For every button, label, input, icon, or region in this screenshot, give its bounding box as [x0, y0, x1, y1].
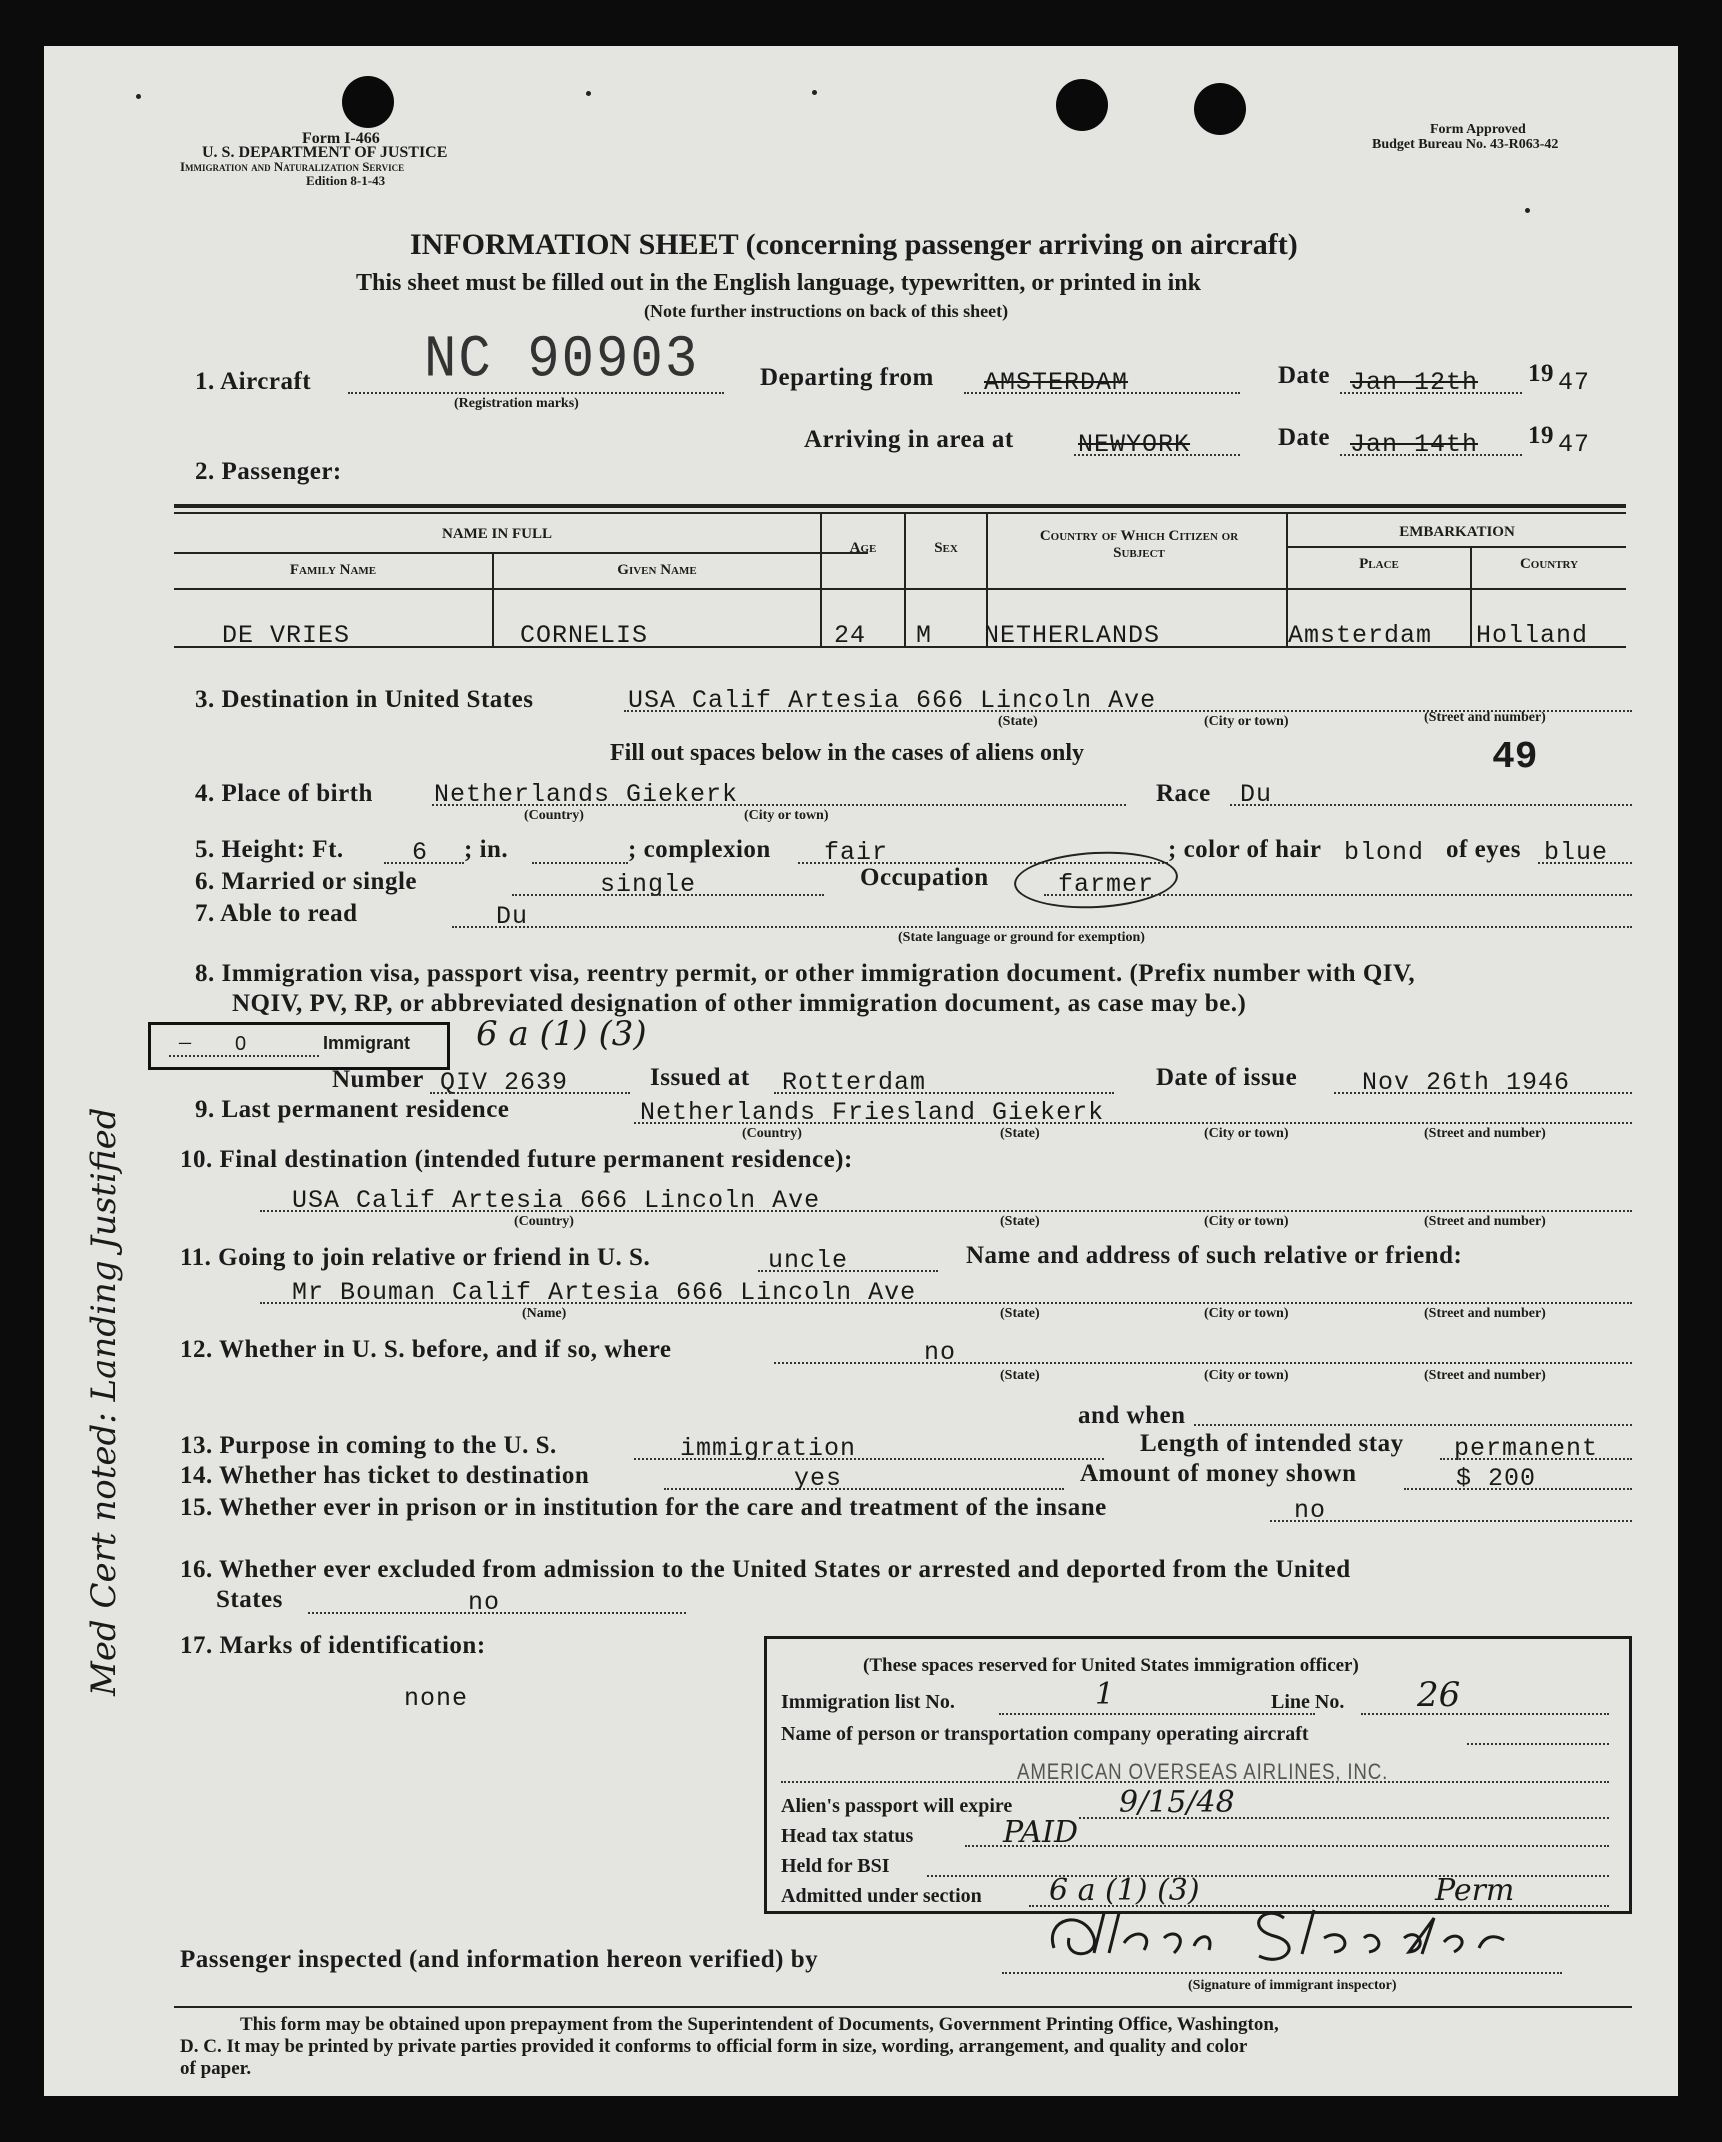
residence-line — [634, 1122, 1632, 1124]
eyes-value: blue — [1544, 838, 1609, 867]
residence-label: 9. Last permanent residence — [195, 1096, 510, 1123]
passport-expiry-line — [1079, 1817, 1609, 1819]
prison-value: no — [1294, 1496, 1327, 1525]
excluded-line — [308, 1612, 686, 1614]
head-tax-label: Head tax status — [781, 1825, 914, 1847]
caption-city: (City or town) — [1204, 714, 1289, 729]
birthplace-line — [432, 804, 1126, 806]
caption-state: (State) — [1000, 1126, 1040, 1141]
header-embarkation-country: Country — [1519, 556, 1579, 572]
caption-country: (Country) — [514, 1214, 574, 1229]
issued-line — [774, 1092, 1114, 1094]
departing-value: AMSTERDAM — [984, 368, 1129, 397]
caption-street: (Street and number) — [1424, 1306, 1546, 1321]
money-label: Amount of money shown — [1080, 1460, 1357, 1487]
occupation-circle — [1013, 848, 1180, 913]
speck — [586, 91, 591, 96]
bsi-label: Held for BSI — [781, 1855, 890, 1877]
issue-date-line — [1334, 1092, 1632, 1094]
line-no-value: 26 — [1417, 1675, 1461, 1715]
departure-date-label: Date — [1278, 362, 1330, 389]
cell-country: NETHERLANDS — [984, 621, 1161, 650]
departure-date-line — [1340, 392, 1522, 394]
cell-place: Amsterdam — [1288, 621, 1433, 650]
list-no-line — [999, 1713, 1315, 1715]
issued-label: Issued at — [650, 1064, 750, 1091]
visa-number-label: Number — [332, 1066, 424, 1093]
caption-state: (State) — [1000, 1368, 1040, 1383]
purpose-label: 13. Purpose in coming to the U. S. — [180, 1432, 557, 1459]
stamp-immigrant: Immigrant — [323, 1033, 411, 1053]
immigrant-stamp — [148, 1022, 450, 1070]
table-rule — [174, 504, 1626, 508]
footer-line-1: This form may be obtained upon prepayment from the Superintendent of Documents, Government Printing Office, Washington, — [240, 2014, 1279, 2035]
visa-label: 8. Immigration visa, passport visa, reentry permit, or other immigration document. (Prefix number with QIV, — [195, 960, 1416, 987]
excluded-label: 16. Whether ever excluded from admission to the United States or arrested and deported from the United — [180, 1556, 1351, 1583]
header-name-in-full: NAME IN FULL — [441, 526, 552, 542]
company-value: AMERICAN OVERSEAS AIRLINES, INC. — [1017, 1759, 1389, 1784]
prison-label: 15. Whether ever in prison or in institution for the care and treatment of the insane — [180, 1494, 1107, 1521]
table-rule — [1286, 546, 1626, 548]
form-note: (Note further instructions on back of this sheet) — [644, 301, 1009, 321]
join-relative-label: 11. Going to join relative or friend in U. S. — [180, 1244, 651, 1271]
visa-number: QIV 2639 — [440, 1068, 569, 1097]
passport-expiry-label: Alien's passport will expire — [781, 1795, 1013, 1817]
stay-value: permanent — [1454, 1434, 1599, 1463]
passenger-label: 2. Passenger: — [195, 458, 342, 485]
birthplace-value: Netherlands Giekerk — [434, 780, 739, 809]
height-feet: 6 — [412, 838, 429, 867]
company-label: Name of person or transportation company operating aircraft — [781, 1723, 1309, 1745]
footer-rule — [174, 2006, 1632, 2008]
form-title: INFORMATION SHEET (concerning passenger arriving on aircraft) — [410, 228, 1298, 261]
ticket-label: 14. Whether has ticket to destination — [180, 1462, 590, 1489]
aliens-heading: Fill out spaces below in the cases of aliens only — [610, 740, 1085, 766]
header-age: Age — [849, 540, 877, 556]
caption-city: (City or town) — [1204, 1368, 1289, 1383]
height-feet-line — [384, 862, 464, 864]
prison-line — [1270, 1520, 1632, 1522]
caption-street: (Street and number) — [1424, 1126, 1546, 1141]
form-subtitle: This sheet must be filled out in the English language, typewritten, or printed in ink — [356, 270, 1201, 296]
caption-name: (Name) — [522, 1306, 567, 1321]
final-destination-line — [260, 1210, 1632, 1212]
inspection-label: Passenger inspected (and information hereon verified) by — [180, 1946, 819, 1973]
marks-value: none — [404, 1684, 469, 1713]
arrival-date: Jan 14th — [1350, 430, 1479, 459]
budget-bureau: Budget Bureau No. 43-R063-42 — [1372, 137, 1559, 152]
arrival-date-label: Date — [1278, 424, 1330, 451]
race-label: Race — [1156, 780, 1211, 807]
when-line — [1194, 1424, 1632, 1426]
cell-sex: M — [916, 621, 933, 650]
money-line — [1404, 1488, 1632, 1490]
stamp-dash: – — [179, 1029, 191, 1055]
perm-value: Perm — [1435, 1873, 1515, 1908]
punch-hole — [342, 76, 394, 128]
excluded-value: no — [468, 1588, 501, 1617]
relative-name-label: Name and address of such relative or friend: — [966, 1242, 1463, 1269]
head-tax-value: PAID — [1003, 1815, 1078, 1850]
final-destination-value: USA Calif Artesia 666 Lincoln Ave — [292, 1186, 821, 1215]
signature-caption: (Signature of immigrant inspector) — [1188, 1978, 1397, 1993]
stamp-zero: 0 — [235, 1033, 247, 1055]
hair-label: ; color of hair — [1168, 836, 1322, 863]
section-label: Admitted under section — [781, 1885, 982, 1907]
previous-visit-value: no — [924, 1338, 957, 1367]
read-label: 7. Able to read — [195, 900, 358, 927]
arrival-date-line — [1340, 454, 1522, 456]
header-sex: Sex — [934, 540, 958, 556]
header-given-name: Given Name — [617, 562, 697, 578]
caption-street: (Street and number) — [1424, 710, 1546, 725]
margin-note: Med Cert noted: Landing Justified — [84, 1107, 124, 1696]
residence-value: Netherlands Friesland Giekerk — [640, 1098, 1105, 1127]
arriving-label: Arriving in area at — [804, 426, 1014, 453]
section-value: 6 a (1) (3) — [1049, 1873, 1200, 1908]
ticket-line — [664, 1488, 1064, 1490]
table-rule — [820, 512, 822, 646]
inspector-signature — [1024, 1898, 1544, 1968]
join-relative-line — [758, 1270, 938, 1272]
inches-label: ; in. — [464, 836, 509, 863]
caption-country: (Country) — [524, 808, 584, 823]
company-line-2 — [781, 1781, 1609, 1783]
header-country-citizen: Country of Which Citizen or Subject — [1039, 528, 1239, 561]
aircraft-registration: NC 90903 — [424, 326, 700, 395]
caption-street: (Street and number) — [1424, 1368, 1546, 1383]
issued-value: Rotterdam — [782, 1068, 927, 1097]
visa-handwritten-section: 6 a (1) (3) — [476, 1014, 647, 1054]
marital-value: single — [600, 870, 697, 899]
marks-label: 17. Marks of identification: — [180, 1632, 486, 1659]
footer-line-3: of paper. — [180, 2058, 252, 2079]
occupation-line — [1044, 894, 1632, 896]
destination-value: USA Calif Artesia 666 Lincoln Ave — [628, 686, 1157, 715]
eyes-line — [1538, 862, 1632, 864]
aircraft-line — [348, 392, 724, 394]
purpose-value: immigration — [680, 1434, 857, 1463]
read-caption: (State language or ground for exemption) — [898, 930, 1145, 945]
stay-line — [1440, 1458, 1632, 1460]
service: Immigration and Naturalization Service — [180, 159, 405, 174]
departing-label: Departing from — [760, 364, 934, 391]
cell-family-name: DE VRIES — [222, 621, 351, 650]
list-no-label: Immigration list No. — [781, 1691, 955, 1713]
departure-date: Jan 12th — [1350, 368, 1479, 397]
when-label: and when — [1078, 1402, 1186, 1429]
read-line — [452, 926, 1632, 928]
arriving-line — [1074, 454, 1240, 456]
line-no-label: Line No. — [1271, 1691, 1345, 1713]
stamp-49: 49 — [1492, 736, 1538, 779]
line-no-line — [1361, 1713, 1609, 1715]
arrival-year: 47 — [1558, 430, 1591, 459]
caption-city: (City or town) — [1204, 1214, 1289, 1229]
departing-line — [964, 392, 1240, 394]
visa-label-line2: NQIV, PV, RP, or abbreviated designation of other immigration document, as case may be.) — [232, 990, 1247, 1017]
speck — [812, 90, 817, 95]
occupation-label: Occupation — [860, 864, 989, 891]
caption-country: (Country) — [742, 1126, 802, 1141]
year-prefix: 19 — [1528, 422, 1554, 449]
race-line — [1230, 804, 1632, 806]
year-prefix: 19 — [1528, 360, 1554, 387]
passport-expiry-value: 9/15/48 — [1119, 1785, 1235, 1820]
list-no-value: 1 — [1095, 1677, 1115, 1712]
arriving-value: NEWYORK — [1078, 430, 1191, 459]
cell-age: 24 — [834, 621, 867, 650]
stay-label: Length of intended stay — [1140, 1430, 1404, 1457]
table-rule — [174, 552, 868, 554]
departure-year: 47 — [1558, 368, 1591, 397]
issue-date-label: Date of issue — [1156, 1064, 1298, 1091]
marital-label: 6. Married or single — [195, 868, 417, 895]
punch-hole — [1194, 83, 1246, 135]
cell-embarkation-country: Holland — [1476, 621, 1589, 650]
form-number: Form I-466 — [302, 130, 380, 147]
eyes-label: of eyes — [1446, 836, 1521, 863]
officer-box-heading: (These spaces reserved for United States immigration officer) — [863, 1655, 1359, 1676]
caption-city: (City or town) — [744, 808, 829, 823]
registration-caption: (Registration marks) — [454, 396, 579, 411]
inches-line — [532, 862, 628, 864]
caption-state: (State) — [1000, 1214, 1040, 1229]
officer-box — [764, 1636, 1632, 1914]
money-value: $ 200 — [1456, 1464, 1537, 1493]
purpose-line — [634, 1458, 1104, 1460]
table-rule — [174, 512, 1626, 514]
punch-hole — [1056, 79, 1108, 131]
caption-state: (State) — [998, 714, 1038, 729]
department: U. S. DEPARTMENT OF JUSTICE — [202, 144, 448, 161]
caption-state: (State) — [1000, 1306, 1040, 1321]
visa-number-line — [430, 1092, 630, 1094]
height-label: 5. Height: Ft. — [195, 836, 344, 863]
inspection-line — [1002, 1972, 1562, 1974]
read-value: Du — [496, 902, 529, 931]
caption-city: (City or town) — [1204, 1126, 1289, 1141]
company-line — [1467, 1743, 1609, 1745]
aircraft-label: 1. Aircraft — [195, 368, 312, 395]
final-destination-label: 10. Final destination (intended future permanent residence): — [180, 1146, 853, 1173]
complexion-label: ; complexion — [628, 836, 771, 863]
race-value: Du — [1240, 780, 1273, 809]
occupation-value: farmer — [1058, 870, 1155, 899]
birthplace-label: 4. Place of birth — [195, 780, 373, 807]
header-family-name: Family Name — [289, 562, 377, 578]
header-embarkation: EMBARKATION — [1399, 524, 1515, 540]
header-place: Place — [1359, 556, 1399, 572]
hair-value: blond — [1344, 838, 1425, 867]
stamp-line — [169, 1055, 319, 1057]
join-relative-value: uncle — [768, 1246, 849, 1275]
caption-city: (City or town) — [1204, 1306, 1289, 1321]
table-rule — [174, 588, 1626, 590]
ticket-value: yes — [794, 1464, 843, 1493]
speck — [1525, 208, 1530, 213]
footer-line-2: D. C. It may be printed by private parties provided it conforms to official form in size, wording, arrangement, and quality and color — [180, 2036, 1248, 2057]
caption-street: (Street and number) — [1424, 1214, 1546, 1229]
previous-visit-line — [774, 1362, 1632, 1364]
relative-address: Mr Bouman Calif Artesia 666 Lincoln Ave — [292, 1278, 917, 1307]
excluded-label-line2: States — [216, 1586, 283, 1613]
relative-address-line — [260, 1302, 1632, 1304]
previous-visit-label: 12. Whether in U. S. before, and if so, where — [180, 1336, 672, 1363]
complexion-value: fair — [824, 838, 889, 867]
marital-line — [512, 894, 824, 896]
cell-given-name: CORNELIS — [520, 621, 649, 650]
table-rule — [904, 512, 906, 646]
destination-label: 3. Destination in United States — [195, 686, 534, 713]
speck — [136, 94, 141, 99]
head-tax-line — [965, 1845, 1609, 1847]
form-sheet — [44, 46, 1678, 2096]
edition: Edition 8-1-43 — [306, 173, 386, 188]
issue-date: Nov 26th 1946 — [1362, 1068, 1571, 1097]
form-approved: Form Approved — [1430, 122, 1526, 137]
